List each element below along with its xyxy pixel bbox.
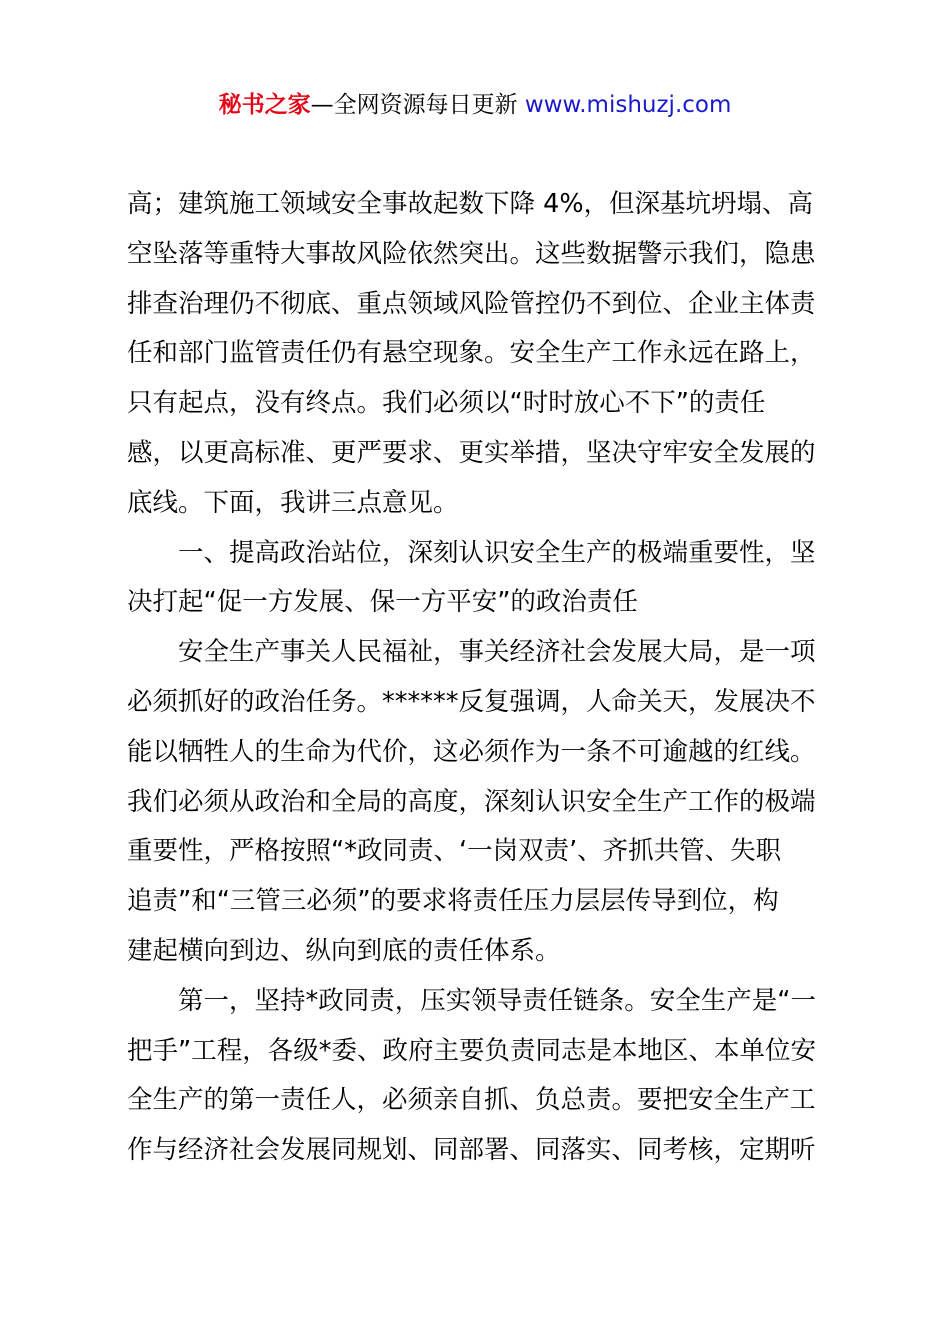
body-line: 我们必须从政治和全局的高度，深刻认识安全生产工作的极端 [127,786,816,817]
header-tagline: —全网资源每日更新 [310,92,525,118]
document-body [127,180,833,1176]
body-line: 高；建筑施工领域安全事故起数下降 4%，但深基坑坍塌、高 [127,189,814,219]
section-heading-line: 决打起“促一方发展、保一方平安”的政治责任 [127,587,638,618]
body-line: 建起横向到边、纵向到底的责任体系。 [127,935,561,966]
page-header [0,88,950,122]
body-line: 任和部门监管责任仍有悬空现象。安全生产工作永远在路上， [127,338,816,369]
body-line: 全生产的第一责任人，必须亲自抓、负总责。要把安全生产工 [127,1085,816,1116]
header-brand: 秘书之家 [218,92,311,118]
header-site-link[interactable]: www.mishuzj.com [524,92,732,118]
body-line: 必须抓好的政治任务。******反复强调，人命关天，发展决不 [127,686,816,717]
body-line: 追责”和“三管三必须”的要求将责任压力层层传导到位，构 [127,886,779,917]
body-line: 底线。下面，我讲三点意见。 [127,487,459,518]
body-line: 空坠落等重特大事故风险依然突出。这些数据警示我们，隐患 [127,238,816,269]
body-line: 只有起点，没有终点。我们必须以“时时放心不下”的责任 [127,388,766,419]
body-line: 安全生产事关人民福祉，事关经济社会发展大局，是一项 [127,637,816,668]
body-line: 能以牺牲人的生命为代价，这必须作为一条不可逾越的红线。 [127,736,816,767]
body-line: 把手”工程，各级*委、政府主要负责同志是本地区、本单位安 [127,1035,816,1066]
body-line: 第一，坚持*政同责，压实领导责任链条。安全生产是“一 [127,985,816,1016]
body-line: 作与经济社会发展同规划、同部署、同落实、同考核，定期听 [127,1135,816,1166]
section-heading-line: 一、提高政治站位，深刻认识安全生产的极端重要性，坚 [127,537,816,568]
body-line: 感，以更高标准、更严要求、更实举措，坚决守牢安全发展的 [127,437,816,468]
body-line: 重要性，严格按照“*政同责、‘一岗双责’、齐抓共管、失职 [127,836,782,867]
body-line: 排查治理仍不彻底、重点领域风险管控仍不到位、企业主体责 [127,288,816,319]
